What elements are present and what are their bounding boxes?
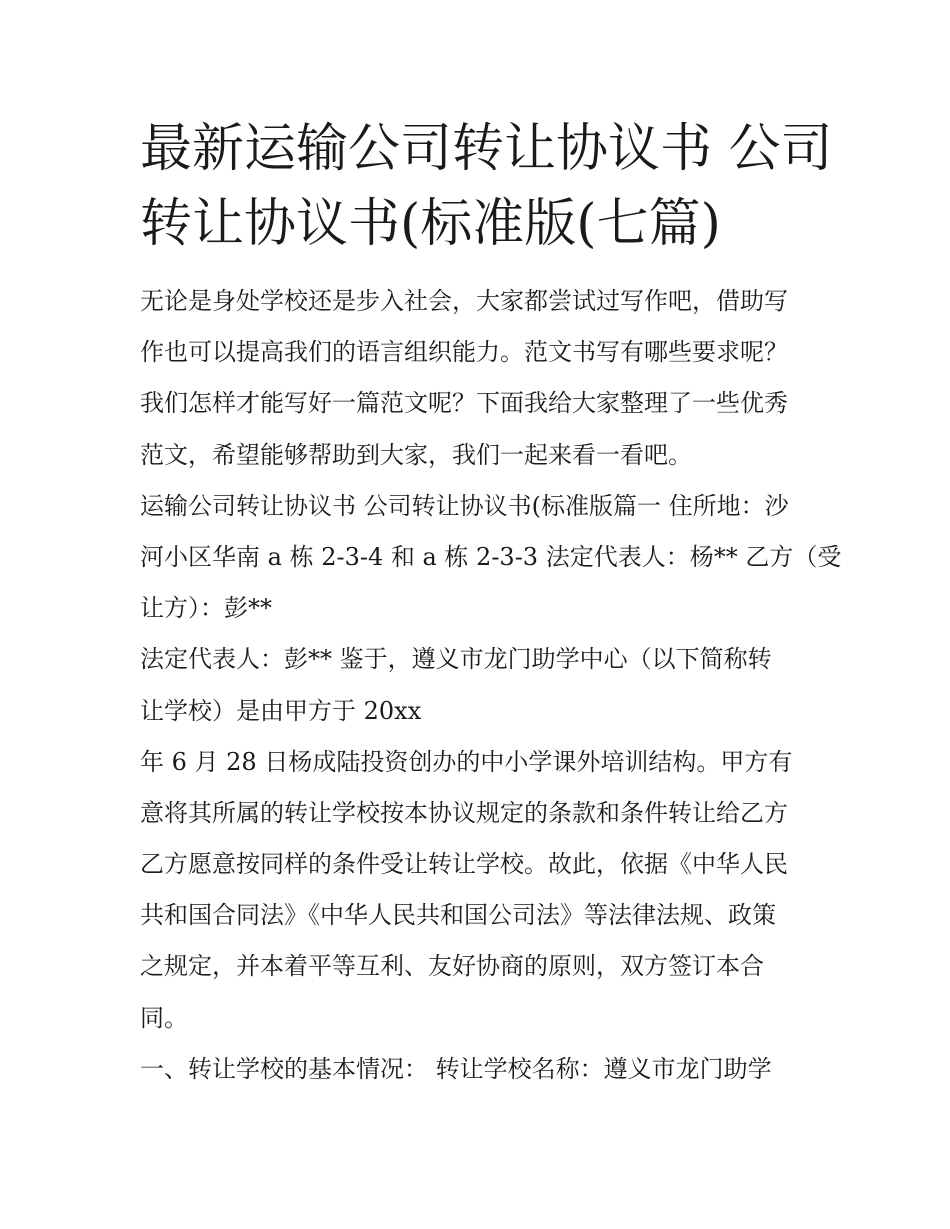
title-line: 最新运输公司转让协议书 公司 [140,119,833,179]
body-line: 无论是身处学校还是步入社会，大家都尝试过写作吧，借助写 [140,287,788,315]
body-line: 之规定，并本着平等互利、友好协商的原则，双方签订本合 [140,952,764,981]
body-line: 乙方愿意按同样的条件受让转让学校。故此，依据《中华人民 [140,850,788,879]
body-line: 范文，希望能够帮助到大家，我们一起来看一看吧。 [140,440,692,469]
body-line: 运输公司转让协议书 公司转让协议书(标准版篇一 住所地：沙 [140,491,789,520]
document-title [140,112,833,262]
body-line: 年 6 月 28 日杨成陆投资创办的中小学课外培训结构。甲方有 [140,747,793,776]
body-line: 共和国合同法》《中华人民共和国公司法》等法律法规、政策 [140,901,776,930]
title-line: 转让协议书(标准版(七篇) [140,194,721,254]
body-line: 同。 [140,1003,188,1032]
body-line: 意将其所属的转让学校按本协议规定的条款和条件转让给乙方 [140,798,788,827]
body-line: 法定代表人：彭** 鉴于，遵义市龙门助学中心（以下简称转 [140,645,772,674]
body-line: 河小区华南 a 栋 2-3-4 和 a 栋 2-3-3 法定代表人：杨** 乙方（受 [140,542,842,571]
body-line: 让学校）是由甲方于 20xx [140,696,422,725]
body-line: 一、转让学校的基本情况： 转让学校名称：遵义市龙门助学 [140,1054,772,1083]
body-line: 作也可以提高我们的语言组织能力。范文书写有哪些要求呢？ [140,338,788,367]
body-line: 让方）：彭** [140,594,272,623]
document-body [140,276,842,1095]
body-line: 我们怎样才能写好一篇范文呢？下面我给大家整理了一些优秀 [140,389,788,418]
